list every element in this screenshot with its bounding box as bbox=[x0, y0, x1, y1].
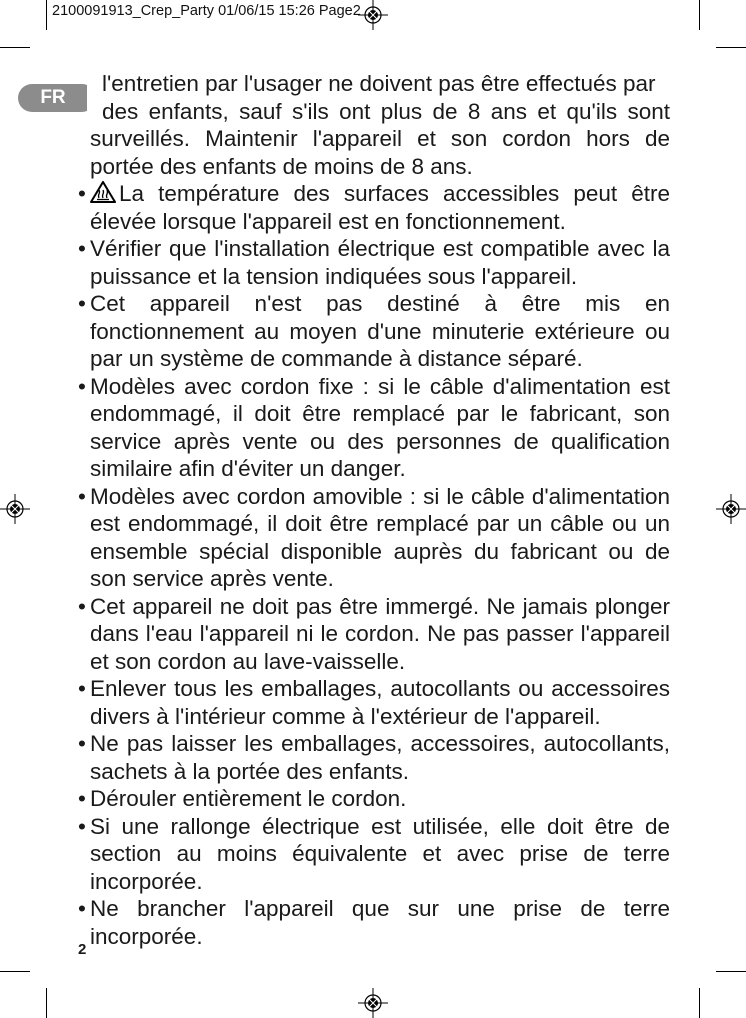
bullet: • bbox=[78, 813, 86, 839]
list-item bbox=[78, 813, 670, 896]
list-item bbox=[78, 785, 670, 813]
bullet: • bbox=[78, 291, 86, 316]
list-item-text: Cet appareil ne doit pas être immergé. Ne jamais plonger dans l'eau l'appareil ni le cordon. Ne pas passer l'appareil et son cordon au lave-vaisselle. bbox=[90, 593, 670, 674]
list-item bbox=[78, 180, 670, 235]
list-item-text: Ne brancher l'appareil que sur une prise de terre incorporée. bbox=[90, 896, 670, 949]
print-slug: 2100091913_Crep_Party 01/06/15 15:26 Page2 bbox=[52, 3, 361, 19]
list-item-text: Cet appareil n'est pas destiné à être mis en fonctionnement au moyen d'une minuterie extérieure ou par un système de commande à distance séparé. bbox=[90, 291, 670, 371]
bullet: • bbox=[78, 676, 86, 701]
bullet: • bbox=[78, 896, 86, 921]
list-item-text: Enlever tous les emballages, autocollants ou accessoires divers à l'intérieur comme à l'extérieur de l'appareil. bbox=[90, 676, 670, 729]
list-item bbox=[78, 483, 670, 593]
list-item-text: Dérouler entièrement le cordon. bbox=[90, 786, 407, 811]
list-item bbox=[78, 235, 670, 290]
list-item bbox=[78, 373, 670, 483]
list-item-text: Modèles avec cordon fixe : si le câble d'alimentation est endommagé, il doit être remplacé par le fabricant, son service après vente ou des personnes de qualification similaire afin d'éviter un danger. bbox=[90, 373, 670, 481]
list-item-text: Ne pas laisser les emballages, accessoires, autocollants, sachets à la portée des enfants. bbox=[90, 731, 670, 784]
registration-mark-top bbox=[358, 0, 388, 30]
bullet: • bbox=[78, 593, 86, 619]
hot-surface-warning-icon bbox=[90, 181, 116, 203]
bullet: • bbox=[78, 236, 86, 261]
intro-paragraph bbox=[78, 70, 670, 180]
list-item bbox=[78, 730, 670, 785]
bullet: • bbox=[78, 483, 86, 509]
page-number: 2 bbox=[78, 941, 87, 958]
language-badge: FR bbox=[18, 84, 96, 112]
list-item bbox=[78, 593, 670, 676]
intro-continuation: des enfants, sauf s'ils ont plus de 8 ans et qu'ils sont surveillés. Maintenir l'appareil et son cordon hors de portée des enfants de moins de 8 ans. bbox=[90, 98, 670, 179]
bullet: • bbox=[78, 181, 86, 206]
bullet: • bbox=[78, 786, 86, 811]
list-item bbox=[78, 290, 670, 373]
intro-line-1: l'entretien par l'usager ne doivent pas être effectués par bbox=[102, 71, 656, 96]
bullet: • bbox=[78, 731, 86, 756]
list-item-text: La température des surfaces accessibles peut être élevée lorsque l'appareil est en fonctionnement. bbox=[90, 181, 670, 234]
registration-mark-bottom bbox=[358, 988, 388, 1018]
bullet: • bbox=[78, 373, 86, 399]
list-item-text: Vérifier que l'installation électrique est compatible avec la puissance et la tension indiquées sous l'appareil. bbox=[90, 236, 670, 289]
registration-mark-right bbox=[716, 494, 746, 524]
list-item bbox=[78, 675, 670, 730]
safety-instructions bbox=[78, 70, 670, 950]
list-item-text: Si une rallonge électrique est utilisée, elle doit être de section au moins équivalente et avec prise de terre incorporée. bbox=[90, 813, 670, 894]
list-item-text: Modèles avec cordon amovible : si le câble d'alimentation est endommagé, il doit être remplacé par un câble ou un ensemble spécial disponible auprès du fabricant ou de son service après vente. bbox=[90, 483, 670, 591]
list-item bbox=[78, 895, 670, 950]
registration-mark-left bbox=[0, 494, 30, 524]
